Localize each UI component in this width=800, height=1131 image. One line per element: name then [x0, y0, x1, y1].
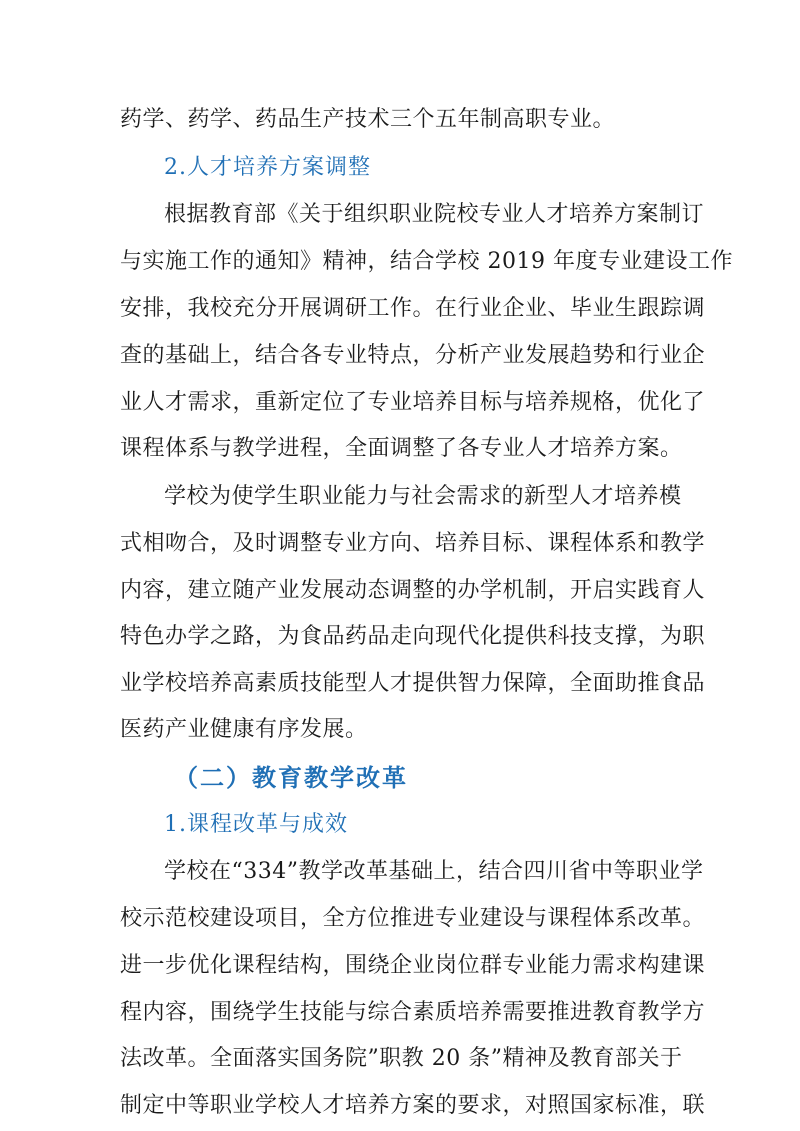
- subheading-curriculum-reform: 1.课程改革与成效: [164, 812, 348, 837]
- body-line: 校示范校建设项目，全方位推进专业建设与课程体系改革。: [120, 906, 706, 931]
- section-title: （二）教育教学改革: [174, 764, 408, 792]
- body-line: 安排，我校充分开展调研工作。在行业企业、毕业生跟踪调: [120, 296, 706, 321]
- body-line: 医药产业健康有序发展。: [120, 717, 368, 742]
- body-line: 法改革。全面落实国务院”职教 20 条”精神及教育部关于: [120, 1046, 683, 1071]
- body-line: 内容，建立随产业发展动态调整的办学机制，开启实践育人: [120, 578, 706, 603]
- body-line: 进一步优化课程结构，围绕企业岗位群专业能力需求构建课: [120, 953, 706, 978]
- body-line: 学校在“334”教学改革基础上，结合四川省中等职业学: [164, 859, 704, 884]
- body-line: 业人才需求，重新定位了专业培养目标与培养规格，优化了: [120, 390, 706, 415]
- body-line: 特色办学之路，为食品药品走向现代化提供科技支撑，为职: [120, 624, 706, 649]
- body-line: 根据教育部《关于组织职业院校专业人才培养方案制订: [164, 202, 705, 227]
- body-line: 课程体系与教学进程，全面调整了各专业人才培养方案。: [120, 436, 683, 461]
- body-line: 药学、药学、药品生产技术三个五年制高职专业。: [120, 107, 616, 132]
- body-line: 程内容，围绕学生技能与综合素质培养需要推进教育教学方: [120, 1000, 706, 1025]
- subheading-talent-plan: 2.人才培养方案调整: [164, 155, 371, 180]
- body-line: 学校为使学生职业能力与社会需求的新型人才培养模: [164, 484, 682, 509]
- body-line: 与实施工作的通知》精神，结合学校 2019 年度专业建设工作: [120, 249, 733, 274]
- body-line: 制定中等职业学校人才培养方案的要求，对照国家标准，联: [120, 1093, 706, 1118]
- body-line: 业学校培养高素质技能型人才提供智力保障，全面助推食品: [120, 671, 706, 696]
- body-line: 式相吻合，及时调整专业方向、培养目标、课程体系和教学: [120, 531, 706, 556]
- body-line: 查的基础上，结合各专业特点，分析产业发展趋势和行业企: [120, 343, 706, 368]
